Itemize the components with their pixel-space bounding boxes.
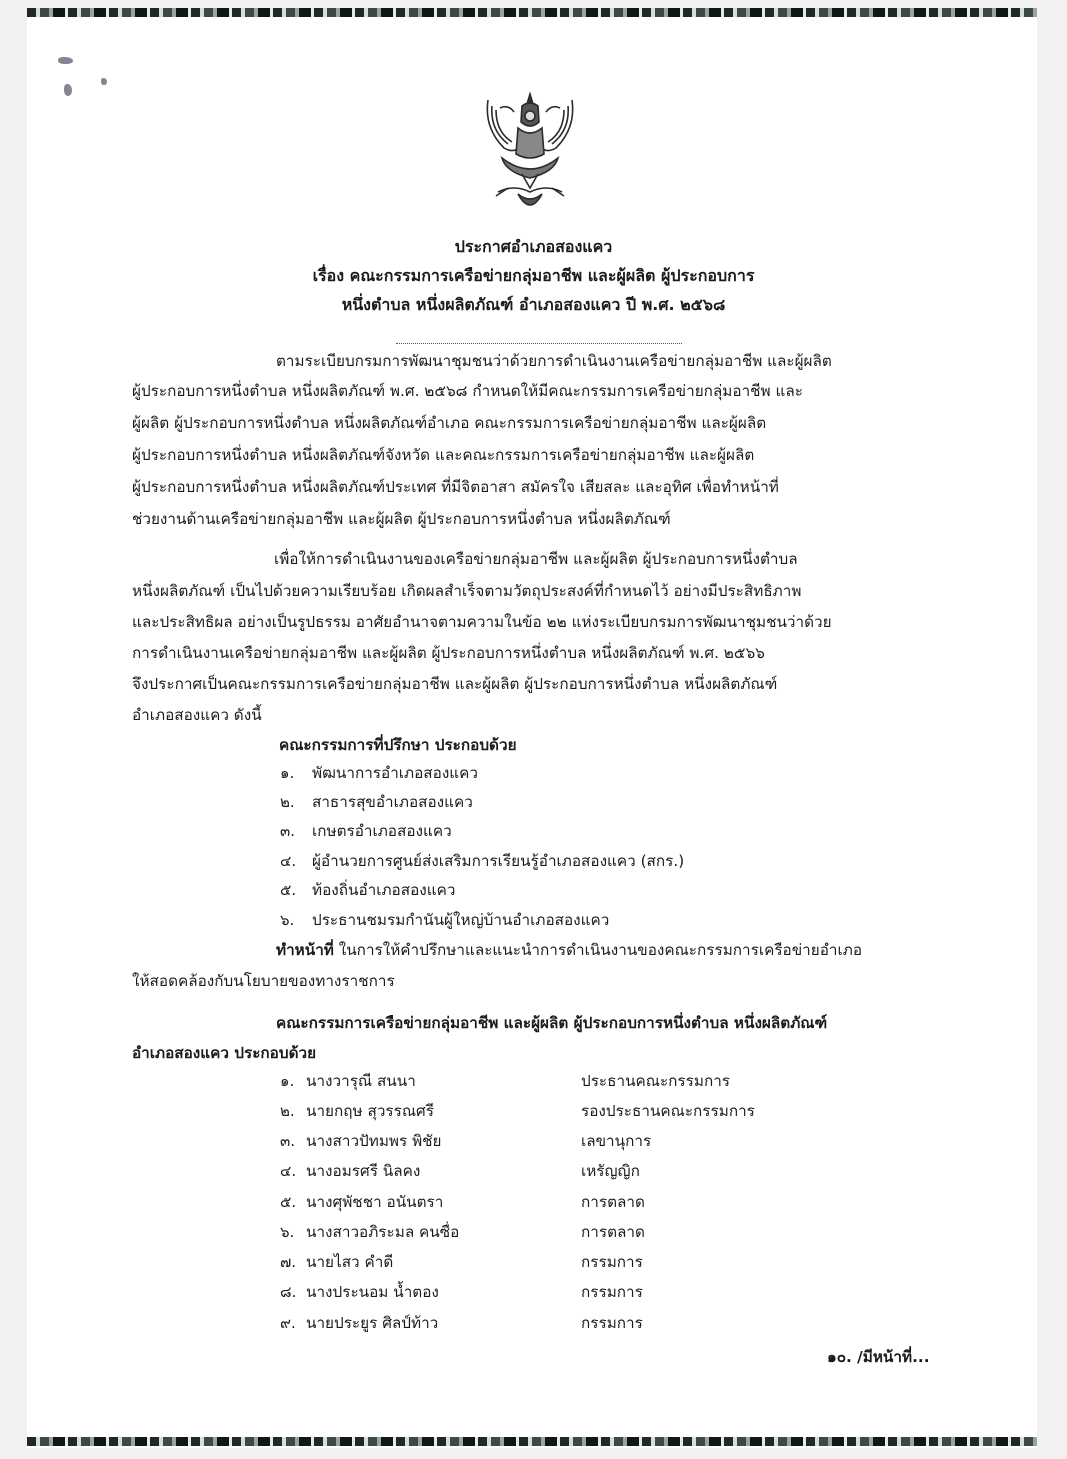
member-role: ประธานคณะกรรมการ (581, 1072, 731, 1090)
list-item-number: ๙. (280, 1314, 296, 1332)
list-item-number: ๗. (280, 1253, 297, 1271)
member-role: กรรมการ (581, 1283, 643, 1301)
list-item-number: ๒. (280, 793, 295, 811)
paragraph-line: เพื่อให้การดำเนินงานของเครือข่ายกลุ่มอาชีพ และผู้ผลิต ผู้ประกอบการหนึ่งตำบล (274, 550, 798, 568)
committee-heading-line-1: คณะกรรมการเครือข่ายกลุ่มอาชีพ และผู้ผลิต ผู้ประกอบการหนึ่งตำบล หนึ่งผลิตภัณฑ์ (276, 1014, 828, 1032)
advisors-duty-line-2: ให้สอดคล้องกับนโยบายของทางราชการ (132, 972, 395, 990)
document-title: ประกาศอำเภอสองแคว (454, 237, 613, 256)
member-role: กรรมการ (581, 1253, 643, 1271)
member-name: นางอมรศรี นิลคง (306, 1162, 421, 1180)
advisor-name: สาธารสุขอำเภอสองแคว (312, 793, 473, 811)
paragraph-line: ผู้ผลิต ผู้ประกอบการหนึ่งตำบล หนึ่งผลิตภัณฑ์อำเภอ คณะกรรมการเครือข่ายกลุ่มอาชีพ และผู้ผลิต (132, 414, 767, 432)
duty-text: ในการให้คำปรึกษาและแนะนำการดำเนินงานของคณะกรรมการเครือข่ายอำเภอ (333, 941, 863, 959)
paragraph-line: อำเภอสองแคว ดังนี้ (132, 706, 262, 724)
member-role: เหรัญญิก (581, 1162, 640, 1180)
list-item-number: ๓. (280, 1132, 296, 1150)
advisor-name: ผู้อำนวยการศูนย์ส่งเสริมการเรียนรู้อำเภอสองแคว (สกร.) (312, 852, 685, 870)
paragraph-line: จึงประกาศเป็นคณะกรรมการเครือข่ายกลุ่มอาชีพ และผู้ผลิต ผู้ประกอบการหนึ่งตำบล หนึ่งผลิตภัณฑ์ (132, 675, 778, 693)
list-item-number: ๖. (280, 1223, 295, 1241)
dotted-divider (396, 343, 682, 344)
list-item-number: ๔. (280, 852, 297, 870)
advisor-name: ประธานชมรมกำนันผู้ใหญ่บ้านอำเภอสองแคว (312, 911, 610, 929)
list-item-number: ๔. (280, 1162, 297, 1180)
list-item-number: ๘. (280, 1283, 297, 1301)
list-item-number: ๒. (280, 1102, 295, 1120)
member-role: รองประธานคณะกรรมการ (581, 1102, 755, 1120)
continuation-marker: ๑๐. /มีหน้าที่... (827, 1348, 930, 1366)
paragraph-line: ตามระเบียบกรมการพัฒนาชุมชนว่าด้วยการดำเนินงานเครือข่ายกลุ่มอาชีพ และผู้ผลิต (276, 352, 832, 370)
paragraph-line: ช่วยงานด้านเครือข่ายกลุ่มอาชีพ และผู้ผลิต ผู้ประกอบการหนึ่งตำบล หนึ่งผลิตภัณฑ์ (132, 510, 671, 528)
advisor-name: ท้องถิ่นอำเภอสองแคว (312, 881, 456, 899)
member-name: นางสาวปัทมพร พิชัย (306, 1132, 442, 1150)
document-subject-line-1: เรื่อง คณะกรรมการเครือข่ายกลุ่มอาชีพ และผู้ผลิต ผู้ประกอบการ (312, 266, 755, 285)
scan-edge-bottom (27, 1437, 1037, 1446)
member-name: นางประนอม น้ำตอง (306, 1283, 439, 1301)
paragraph-line: การดำเนินงานเครือข่ายกลุ่มอาชีพ และผู้ผลิต ผู้ประกอบการหนึ่งตำบล หนึ่งผลิตภัณฑ์ พ.ศ. ๒๕๖๖ (132, 644, 765, 662)
paragraph-line: หนึ่งผลิตภัณฑ์ เป็นไปด้วยความเรียบร้อย เกิดผลสำเร็จตามวัตถุประสงค์ที่กำหนดไว้ อย่างมีประสิทธิภาพ (132, 582, 802, 600)
advisor-name: พัฒนาการอำเภอสองแคว (312, 764, 478, 782)
member-role: เลขานุการ (581, 1132, 652, 1150)
list-item-number: ๕. (280, 1193, 297, 1211)
advisor-name: เกษตรอำเภอสองแคว (312, 822, 452, 840)
list-item-number: ๑. (280, 764, 295, 782)
committee-heading-line-2: อำเภอสองแคว ประกอบด้วย (132, 1044, 317, 1062)
advisors-heading: คณะกรรมการที่ปรึกษา ประกอบด้วย (279, 736, 517, 754)
member-name: นางสาวอภิระมล คนซื่อ (306, 1223, 460, 1241)
paragraph-line: ผู้ประกอบการหนึ่งตำบล หนึ่งผลิตภัณฑ์ พ.ศ. ๒๕๖๘ กำหนดให้มีคณะกรรมการเครือข่ายกลุ่มอาชีพ และ (132, 382, 803, 400)
member-name: นางศุพัชชา อนันตรา (306, 1193, 444, 1211)
paragraph-line: และประสิทธิผล อย่างเป็นรูปธรรม อาศัยอำนาจตามความในข้อ ๒๒ แห่งระเบียบกรมการพัฒนาชุมชนว่าด้วย (132, 613, 832, 631)
advisors-duty (276, 940, 862, 960)
duty-label: ทำหน้าที่ (276, 941, 334, 959)
member-name: นายกฤษ สุวรรณศรี (306, 1102, 434, 1120)
scan-edge-top (27, 8, 1037, 17)
paragraph-line: ผู้ประกอบการหนึ่งตำบล หนึ่งผลิตภัณฑ์จังหวัด และคณะกรรมการเครือข่ายกลุ่มอาชีพ และผู้ผลิต (132, 446, 755, 464)
member-name: นายไสว คำดี (306, 1253, 394, 1271)
member-name: นายประยูร ศิลป์ท้าว (306, 1314, 439, 1332)
list-item-number: ๕. (280, 881, 297, 899)
list-item-number: ๖. (280, 911, 295, 929)
list-item-number: ๓. (280, 822, 296, 840)
scan-smudge (101, 78, 107, 85)
member-role: การตลาด (581, 1193, 645, 1211)
document-page (27, 8, 1037, 1448)
member-name: นางวารุณี สนนา (306, 1072, 416, 1090)
member-role: กรรมการ (581, 1314, 643, 1332)
scan-smudge (58, 57, 73, 64)
list-item-number: ๑. (280, 1072, 295, 1090)
document-subject-line-2: หนึ่งตำบล หนึ่งผลิตภัณฑ์ อำเภอสองแคว ปี พ.ศ. ๒๕๖๘ (341, 295, 726, 314)
paragraph-line: ผู้ประกอบการหนึ่งตำบล หนึ่งผลิตภัณฑ์ประเทศ ที่มีจิตอาสา สมัครใจ เสียสละ และอุทิศ เพื่อทำหน้าที่ (132, 478, 779, 496)
scan-smudge (64, 84, 72, 96)
garuda-emblem-icon (478, 88, 582, 220)
member-role: การตลาด (581, 1223, 645, 1241)
